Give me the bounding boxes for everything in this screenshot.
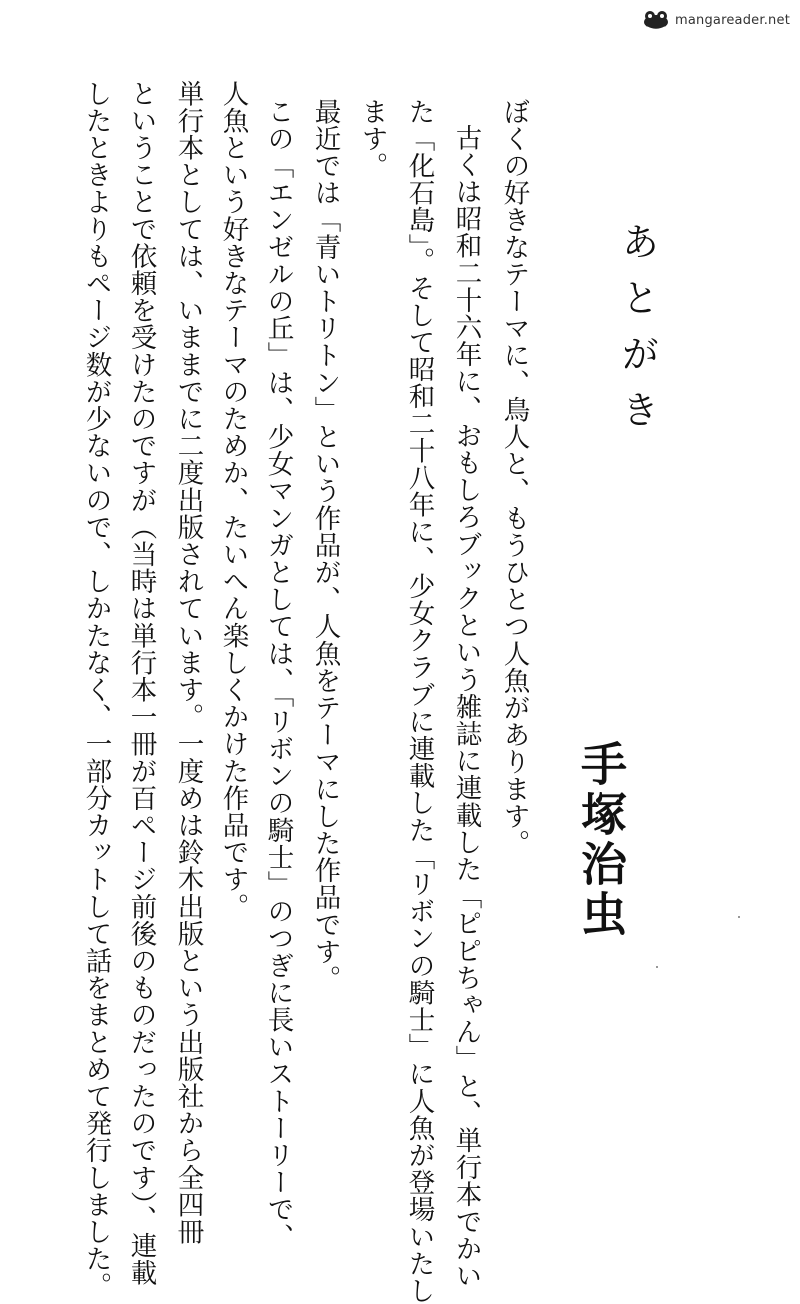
scan-speck: [656, 966, 658, 968]
page-title: あとがき: [615, 222, 659, 446]
body-line-6: この「エンゼルの丘」は、少女マンガとしては、「リボンの騎士」のつぎに長いストーリーで、: [262, 98, 294, 1251]
body-line-4: ます。: [356, 98, 388, 180]
body-line-1: ぼくの好きなテーマに、鳥人と、もうひとつ人魚があります。: [498, 98, 530, 857]
body-line-3: た「化石島」。そして昭和二十八年に、少女クラブに連載した「リボンの騎士」に人魚が登場いたし: [403, 98, 435, 1304]
body-line-5: 最近では「青いトリトン」という作品が、人魚をテーマにした作品です。: [309, 98, 341, 993]
author-name: 手塚治虫: [574, 740, 628, 940]
body-line-9: ということで依頼を受けたのですが（当時は単行本一冊が百ページ前後のものだったのです）、連載: [125, 80, 157, 1287]
body-line-10: したときよりもページ数が少ないので、しかたなく、一部分カットして話をまとめて発行しました。: [80, 80, 112, 1300]
body-line-7: 人魚という好きなテーマのためか、たいへん楽しくかけた作品です。: [217, 80, 249, 921]
body-line-2: 古くは昭和二十六年に、おもしろブックという雑誌に連載した「ピピちゃん」と、単行本でかい: [450, 124, 482, 1290]
watermark: [641, 6, 790, 34]
body-line-8: 単行本としては、いままでに二度出版されています。一度めは鈴木出版という出版社から全四冊: [172, 80, 204, 1246]
mangareader-logo-icon: [641, 8, 671, 32]
watermark-text: mangareader.net: [675, 12, 790, 28]
scan-speck: [738, 916, 740, 918]
